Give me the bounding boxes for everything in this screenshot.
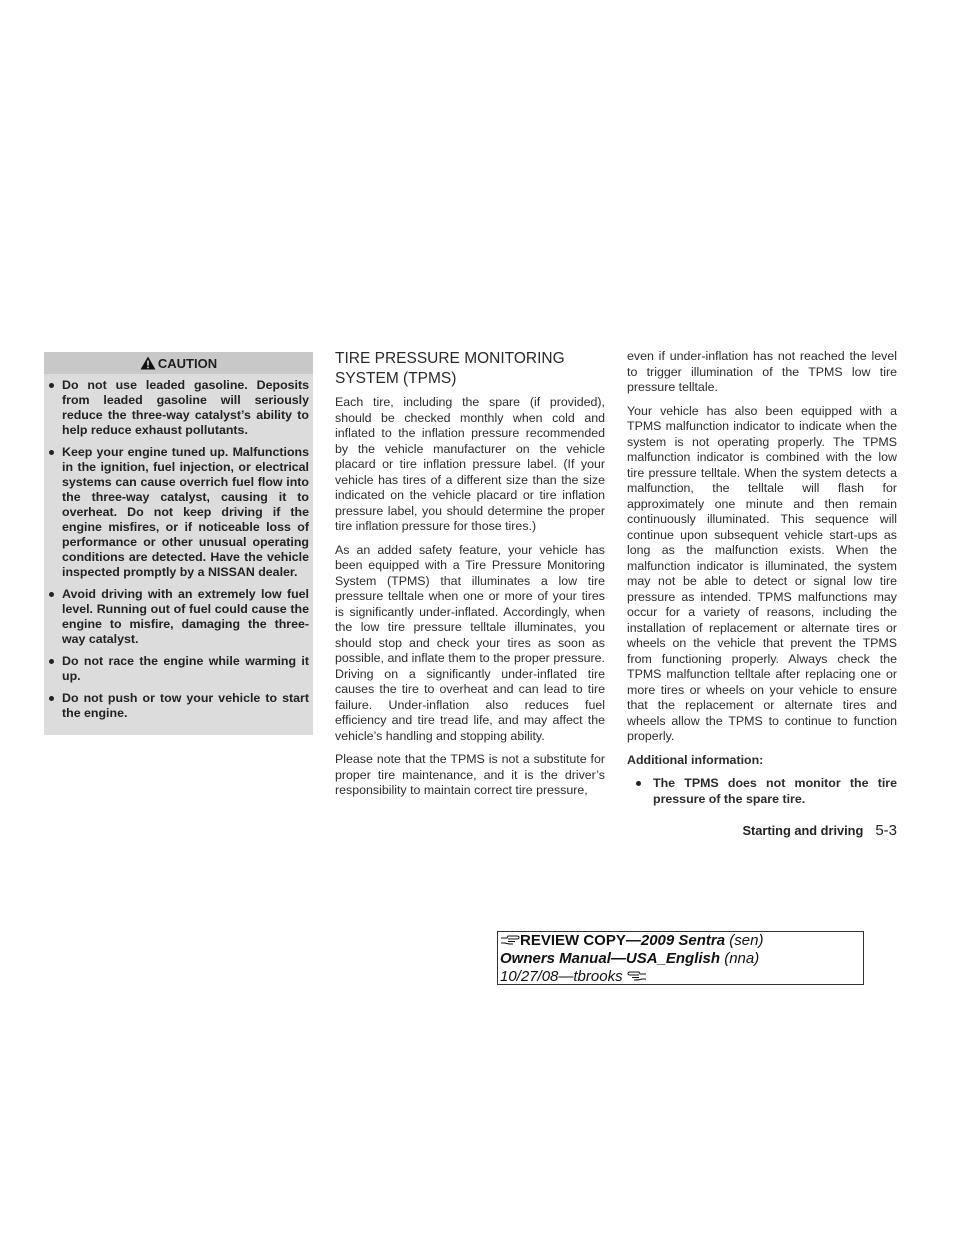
list-item: The TPMS does not monitor the tire pressure of the spare tire. [635,776,897,807]
pointing-hand-right-icon [500,934,520,946]
caution-item: Keep your engine tuned up. Malfunctions in the ignition, fuel injection, or electrical systems can cause overrich fuel flow into the three-way catalyst, causing it to overheat. Do not keep driving if the engine misfires, or if noticeable loss of performance or other unusual operating conditions are detected. Have the vehicle inspected promptly by a NISSAN dealer. [48,445,309,580]
caution-box [44,352,313,735]
tpms-column-2 [627,349,897,807]
caution-title: CAUTION [157,355,218,371]
footer-section-name: Starting and driving [742,823,864,838]
caution-item: Do not push or tow your vehicle to start the engine. [48,691,309,721]
additional-info-list [627,776,897,807]
caution-item: Do not race the engine while warming it up. [48,654,309,684]
caution-item: Do not use leaded gasoline. Deposits from leaded gasoline will seriously reduce the three-way catalyst’s ability to help reduce exhaust pollutants. [48,378,309,438]
paragraph: As an added safety feature, your vehicle has been equipped with a Tire Pressure Monitoring System (TPMS) that illuminates a low tire pressure telltale when one or more of your tires is significantly under-inflated. Accordingly, when the low tire pressure telltale illuminates, you should stop and check your tires as soon as possible, and inflate them to the proper pressure. Driving on a significantly under-inflated tire causes the tire to overheat and can lead to tire failure. Under-inflation also reduces fuel efficiency and tire tread life, and may affect the vehicle’s handling and stopping ability. [335,542,605,743]
paragraph: Please note that the TPMS is not a substitute for proper tire maintenance, and it is the driver’s responsibility to maintain correct tire pressure, [335,752,605,797]
review-copy-box [497,931,864,985]
paragraph: Your vehicle has also been equipped with a TPMS malfunction indicator to indicate when the system is not operating properly. The TPMS malfunction indicator is combined with the low tire pressure telltale. When the system detects a malfunction, the telltale will flash for approximately one minute and then remain continuously illuminated. This sequence will continue upon subsequent vehicle start-ups as long as the malfunction exists. When the malfunction indicator is illuminated, the system may not be able to detect or signal low tire pressure as intended. TPMS malfunctions may occur for a variety of reasons, including the installation of replacement or alternate tires or wheels on the vehicle that prevent the TPMS from functioning properly. Always check the TPMS malfunction telltale after replacing one or more tires or wheels on your vehicle to ensure that the replacement or alternate tires and wheels allow the TPMS to continue to function properly. [627,403,897,743]
page-footer [742,822,897,839]
pointing-hand-left-icon [627,970,647,982]
review-line-2: Owners Manual—USA_English (nna) [500,950,760,967]
paragraph: Each tire, including the spare (if provided), should be checked monthly when cold and inflated to the inflation pressure recommended by the vehicle manufacturer on the vehicle placard or tire inflation pressure label. (If your vehicle has tires of a different size than the size indicated on the vehicle placard or tire inflation pressure label, you should determine the proper tire inflation pressure for those tires.) [335,395,605,533]
tpms-column-1 [335,349,605,807]
warning-triangle-icon [140,356,156,370]
review-line-1: REVIEW COPY—2009 Sentra (sen) [500,932,863,950]
page-number: 5-3 [875,822,897,839]
section-title: TIRE PRESSURE MONITORING SYSTEM (TPMS) [335,350,565,387]
additional-info-heading: Additional information: [627,752,764,767]
caution-item: Avoid driving with an extremely low fuel level. Running out of fuel could cause the engine to misfire, damaging the three-way catalyst. [48,587,309,647]
paragraph: even if under-inflation has not reached the level to trigger illumination of the TPMS low tire pressure telltale. [627,349,897,394]
caution-list [44,374,313,721]
caution-header [44,352,313,374]
review-line-3: 10/27/08—tbrooks [500,968,863,986]
